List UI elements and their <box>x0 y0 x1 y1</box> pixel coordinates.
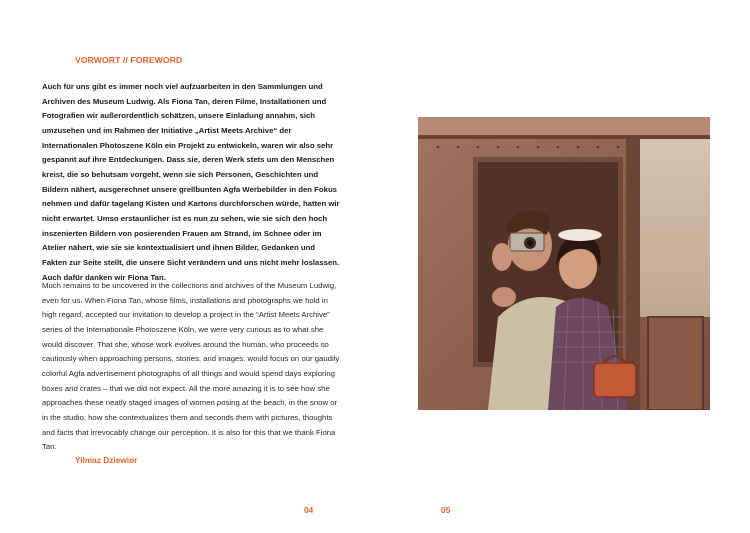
archival-photo <box>418 117 710 410</box>
heading-english: FOREWORD <box>130 55 183 65</box>
photo-illustration <box>418 117 710 410</box>
page-number-right: 05 <box>441 505 451 515</box>
heading-separator: // <box>122 55 128 65</box>
heading-german: VORWORT <box>75 55 121 65</box>
page-number-left: 04 <box>304 505 314 515</box>
section-heading <box>75 55 182 65</box>
paragraph-english: Much remains to be uncovered in the collections and archives of the Museum Ludwig, even for us. When Fiona Tan, whose films, installations and photographs we hold in high regard, accepted our invitation to develop a project in the “Artist Meets Archive” series of the Internationale Photoszene Köln, we were very curious as to what she would discover. That she, whose work evolves around the human, who proceeds so cautiously when approaching persons, stories, and images, would focus on our gaudily colorful Agfa advertisement photographs of all things and would spend days exploring boxes and crates – that we did not expect. All the more amazing it is to see how she approaches these neatly staged images of women posing at the beach, in the snow or in the studio, how she contextualizes them and seconds them with pictures, thoughts and facts that irrevocably change our perception. It is also for this that we thank Fiona Tan. <box>42 281 340 452</box>
author-name: Yilmaz Dziewior <box>75 455 138 465</box>
paragraph-german: Auch für uns gibt es immer noch viel aufzuarbeiten in den Sammlungen und Archiven des Museum Ludwig. Als Fiona Tan, deren Filme, Installationen und Fotografien wir außerordentlich schätzen, unsere Einladung annahm, sich umzusehen und im Rahmen der Initiative „Artist Meets Archive“ der Internationalen Photoszene Köln ein Projekt zu entwickeln, waren wir also sehr gespannt auf ihre Entdeckungen. Dass sie, deren Werk stets um den Menschen kreist, die so behutsam vorgeht, wenn sie sich Personen, Geschichten und Bildern nähert, ausgerechnet unsere grellbunten Agfa Werbebilder in den Fokus nehmen und dafür tagelang Kisten und Kartons durchforschen würde, hatten wir nicht erwartet. Umso erstaunlicher ist es nun zu sehen, wie sie sich den hoch inszenierten Bildern von posierenden Frauen am Strand, im Schnee oder im Atelier nähert, wie sie sie kontextualisiert und ihnen Bilder, Gedanken und Fakten zur Seite stellt, die unsere Sicht verändern und uns nicht mehr loslassen. Auch dafür danken wir Fiona Tan. <box>42 82 340 282</box>
right-page <box>375 0 750 533</box>
